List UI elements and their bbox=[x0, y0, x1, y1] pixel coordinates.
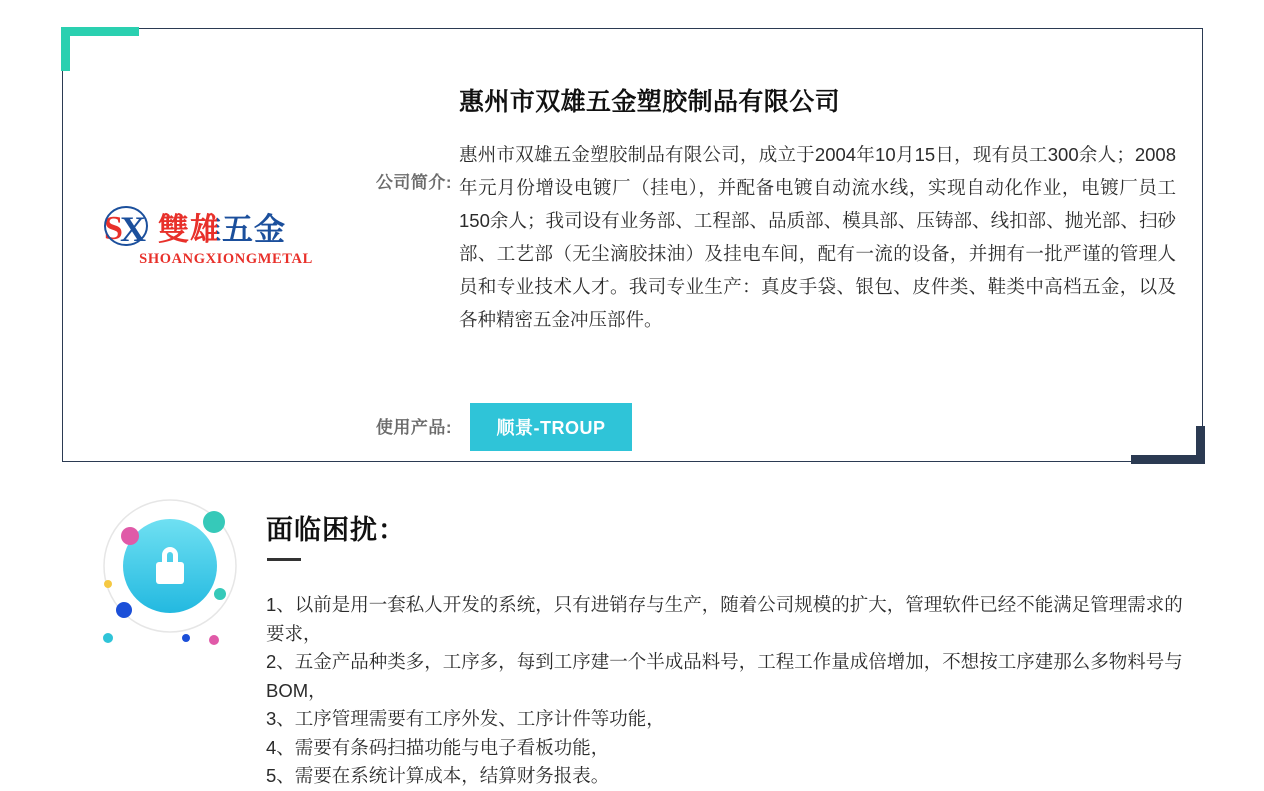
issues-section bbox=[0, 478, 1264, 788]
company-logo bbox=[102, 203, 332, 268]
list-item: 4、需要有条码扫描功能与电子看板功能， bbox=[266, 736, 610, 758]
logo-row bbox=[102, 203, 332, 249]
issues-list bbox=[266, 591, 1186, 791]
logo-english-text: SHOANGXIONGMETAL bbox=[139, 251, 313, 267]
lock-illustration bbox=[72, 488, 262, 658]
decor-corner-dark-cutout bbox=[1122, 417, 1196, 455]
decor-corner-teal-cutout bbox=[70, 36, 148, 80]
svg-text:X: X bbox=[120, 209, 146, 249]
list-item: 5、需要在系统计算成本，结算财务报表。 bbox=[266, 765, 610, 786]
sx-monogram-icon bbox=[102, 203, 154, 249]
product-tag: 顺景-TROUP bbox=[470, 403, 632, 451]
product-label: 使用产品: bbox=[375, 418, 452, 437]
title-underline bbox=[267, 558, 301, 561]
list-item: 1、以前是用一套私人开发的系统，只有进销存与生产，随着公司规模的扩大，管理软件已经不能满足管理需求的要求， bbox=[266, 594, 1183, 644]
intro-label: 公司简介: bbox=[375, 173, 452, 192]
issues-title: 面临困扰： bbox=[266, 515, 406, 545]
logo-chinese-text: 雙雄五金 bbox=[158, 204, 286, 249]
company-intro-text: 惠州市双雄五金塑胶制品有限公司，成立于2004年10月15日，现有员工300余人；2008年元月份增设电镀厂（挂电），并配备电镀自动流水线，实现自动化作业，电镀厂员工150余人；我司设有业务部、工程部、品质部、模具部、压铸部、线扣部、抛光部、扫砂部、工艺部（无尘滴胶抹油）及挂电车间，配有一流的设备，并拥有一批严谨的管理人员和专业技术人才。我司专业生产：真皮手袋、银包、皮件类、鞋类中高档五金，以及各种精密五金冲压部件。 bbox=[459, 144, 1176, 330]
list-item: 3、工序管理需要有工序外发、工序计件等功能， bbox=[266, 708, 665, 729]
company-title: 惠州市双雄五金塑胶制品有限公司 bbox=[459, 88, 841, 116]
svg-text:S: S bbox=[104, 210, 123, 247]
list-item: 2、五金产品种类多，工序多，每到工序建一个半成品料号，工程工作量成倍增加，不想按工序建那么多物料号与BOM， bbox=[266, 651, 1183, 701]
company-card bbox=[62, 28, 1204, 463]
